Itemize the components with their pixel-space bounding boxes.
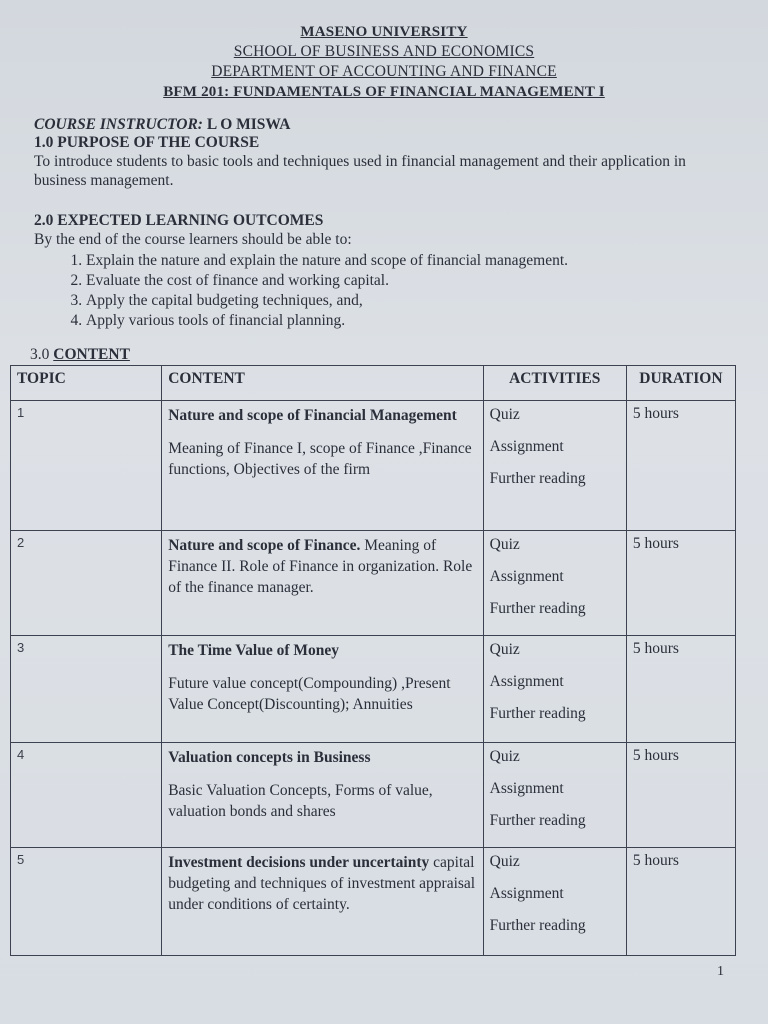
instructor-line [34,116,734,134]
table-row [11,531,736,636]
topic-cell: 1 [11,401,162,531]
duration-cell: 5 hours [626,531,735,636]
topic-detail: Future value concept(Compounding) ,Present Value Concept(Discounting); Annuities [168,675,451,713]
activity-item: Further reading [489,917,586,934]
outcome-item: 1. Explain the nature and explain the nature and scope of financial management. [86,251,734,271]
duration-cell: 5 hours [626,848,735,956]
outcomes-list [34,251,734,331]
content-heading: CONTENT [53,346,130,363]
activity-item: Quiz [489,641,520,658]
topic-detail: Meaning of Finance II. Role of Finance in organization. Role of the finance manager. [168,537,473,596]
col-duration: DURATION [626,366,735,401]
activity-item: Quiz [489,536,520,553]
table-row [11,848,736,956]
content-cell [162,401,483,531]
activities-cell [483,531,626,636]
topic-cell: 3 [11,636,162,743]
activity-item: Further reading [489,470,586,487]
col-topic: TOPIC [11,366,162,401]
topic-detail: Basic Valuation Concepts, Forms of value, valuation bonds and shares [168,782,433,820]
instructor-name: L O MISWA [206,116,291,133]
outcomes-list-wrap [34,251,734,331]
outcome-item: 4. Apply various tools of financial planning. [86,311,734,331]
activity-item: Further reading [489,600,586,617]
activity-item: Quiz [489,853,520,870]
department-name: DEPARTMENT OF ACCOUNTING AND FINANCE [211,63,557,80]
table-row [11,636,736,743]
content-cell [162,531,483,636]
activity-item: Further reading [489,705,586,722]
university-name: MASENO UNIVERSITY [300,24,468,40]
purpose-heading: 1.0 PURPOSE OF THE COURSE [34,134,260,151]
outcome-item: 3. Apply the capital budgeting techniques, and, [86,291,734,311]
duration-cell: 5 hours [626,636,735,743]
instructor-label: COURSE INSTRUCTOR: [34,116,207,133]
outcome-item: 2. Evaluate the cost of finance and working capital. [86,271,734,291]
topic-cell: 5 [11,848,162,956]
outcomes-heading: 2.0 EXPECTED LEARNING OUTCOMES [34,212,324,229]
activity-item: Assignment [489,568,564,585]
activity-item: Assignment [489,673,564,690]
table-header-row [11,366,736,401]
topic-title: Investment decisions under uncertainty [168,854,430,871]
activities-cell [483,401,626,531]
page-number: 1 [717,964,724,979]
content-cell [162,636,483,743]
course-title: BFM 201: FUNDAMENTALS OF FINANCIAL MANAGEMENT I [163,84,605,100]
duration-cell: 5 hours [626,401,735,531]
activity-item: Assignment [489,780,564,797]
content-cell [162,848,483,956]
document-header [0,22,768,102]
topic-detail: Meaning of Finance I, scope of Finance ,Finance functions, Objectives of the firm [168,440,472,478]
topic-detail: capital budgeting and techniques of investment appraisal under conditions of certainty. [168,854,476,913]
duration-cell: 5 hours [626,743,735,848]
school-name: SCHOOL OF BUSINESS AND ECONOMICS [233,43,535,60]
outcomes-intro: By the end of the course learners should be able to: [34,231,352,248]
activities-cell [483,743,626,848]
topic-cell: 4 [11,743,162,848]
content-table [10,365,736,956]
topic-title: Valuation concepts in Business [168,749,371,766]
activities-cell [483,848,626,956]
activity-item: Quiz [489,406,520,423]
activity-item: Quiz [489,748,520,765]
activity-item: Assignment [489,885,564,902]
col-activities: ACTIVITIES [483,366,626,401]
activities-cell [483,636,626,743]
content-cell [162,743,483,848]
topic-cell: 2 [11,531,162,636]
col-content: CONTENT [162,366,483,401]
activity-item: Assignment [489,438,564,455]
content-section-heading [30,346,130,364]
table-row [11,401,736,531]
topic-title: Nature and scope of Financial Management [168,407,457,424]
content-prefix: 3.0 [30,346,54,363]
topic-title: Nature and scope of Finance. [168,537,361,554]
purpose-text: To introduce students to basic tools and techniques used in financial management and their application in business management. [34,153,686,189]
table-row [11,743,736,848]
topic-title: The Time Value of Money [168,642,340,659]
activity-item: Further reading [489,812,586,829]
